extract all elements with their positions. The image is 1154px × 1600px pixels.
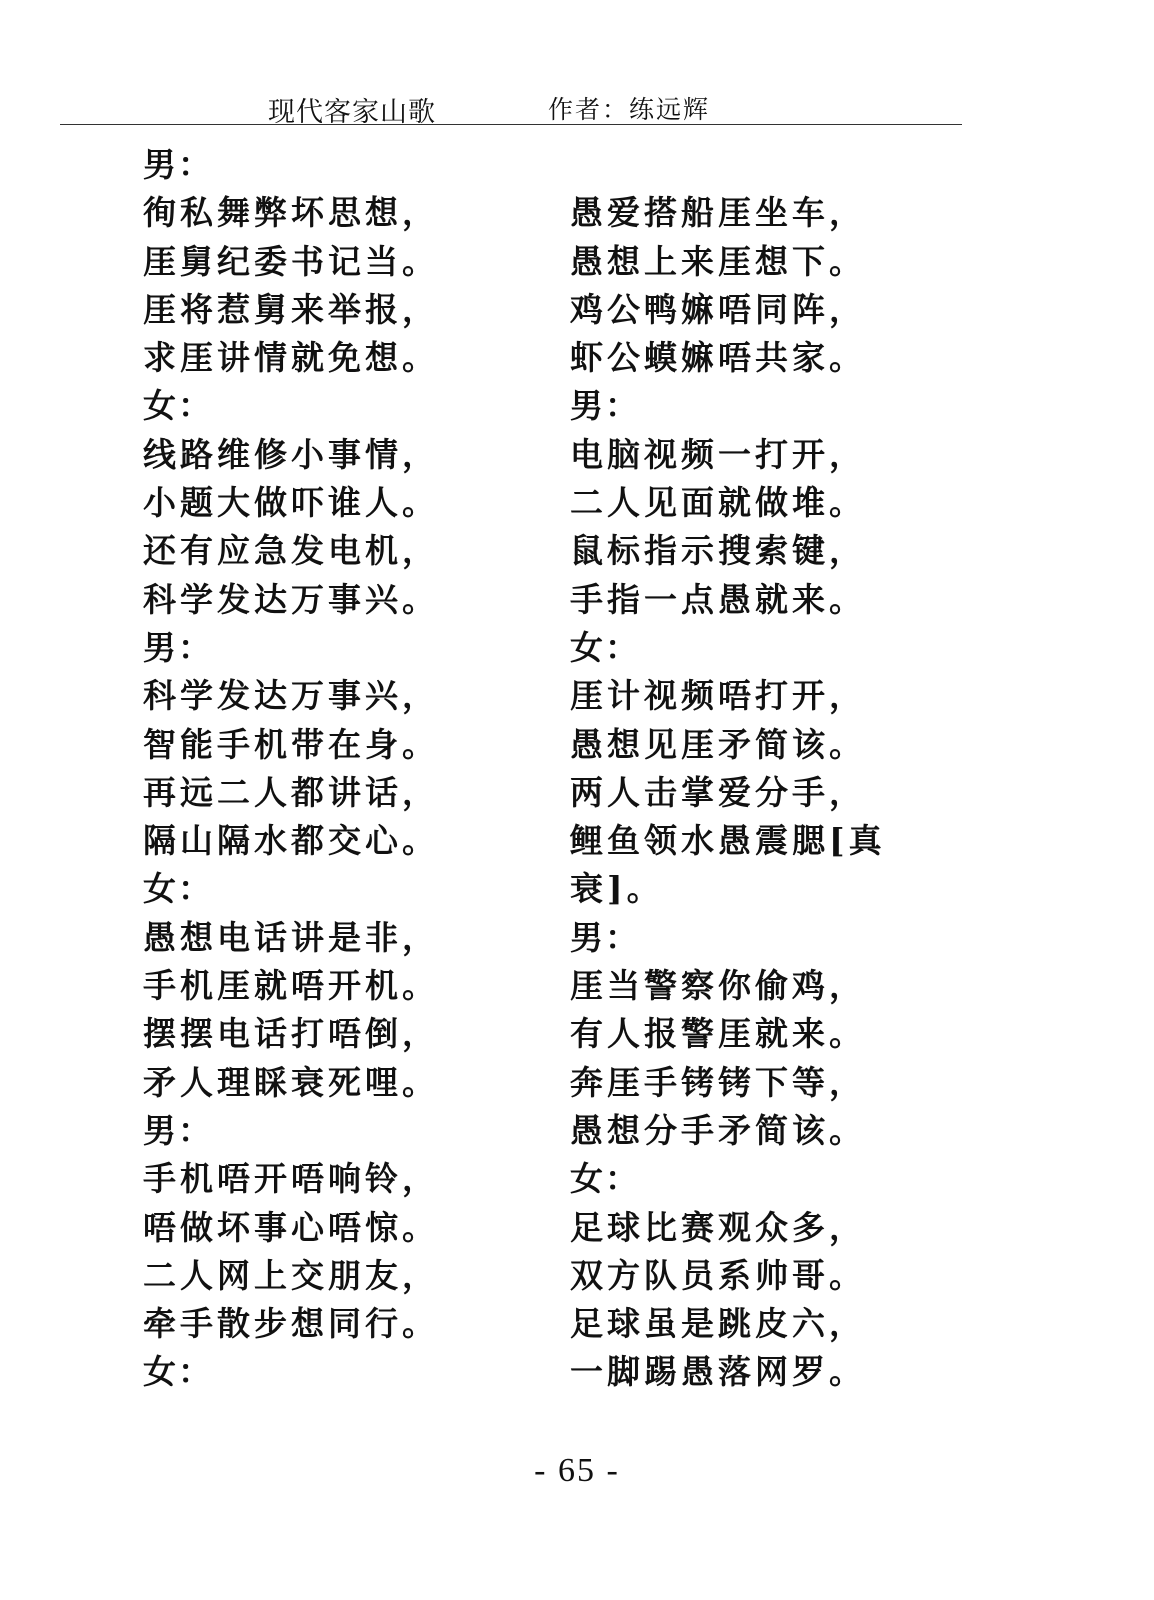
speaker-label: 男： xyxy=(570,917,640,957)
left-verse-column xyxy=(143,141,523,1397)
verse-line: 鲤鱼领水愚震腮[真 xyxy=(570,821,886,861)
page-number: - 65 - xyxy=(534,1452,620,1489)
verse-line: 虾公蟆嫲唔共家。 xyxy=(570,338,866,378)
verse-line: 矛人理睬衰死哩。 xyxy=(143,1062,439,1102)
verse-line: 愚爱搭船厓坐车， xyxy=(570,193,866,233)
verse-line: 厓当警察你偷鸡， xyxy=(570,966,866,1006)
header-divider xyxy=(60,124,962,125)
verse-line: 牵手散步想同行。 xyxy=(143,1304,439,1344)
verse-line: 徇私舞弊坏思想， xyxy=(143,193,439,233)
verse-line: 愚想上来厓想下。 xyxy=(570,241,866,281)
verse-line: 手机厓就唔开机。 xyxy=(143,966,439,1006)
verse-line: 厓将惹舅来举报， xyxy=(143,289,439,329)
verse-line: 还有应急发电机， xyxy=(143,531,439,571)
speaker-label: 男： xyxy=(143,145,213,184)
verse-line: 智能手机带在身。 xyxy=(143,724,439,764)
speaker-label: 男： xyxy=(143,1110,213,1150)
book-title: 现代客家山歌 xyxy=(268,97,436,128)
verse-line: 手机唔开唔响铃， xyxy=(143,1159,439,1199)
verse-line: 一脚踢愚落网罗。 xyxy=(570,1352,866,1392)
verse-line xyxy=(570,141,915,189)
verse-line: 有人报警厓就来。 xyxy=(570,1014,866,1054)
verse-line: 线路维修小事情， xyxy=(143,434,439,474)
verse-line: 足球虽是跳皮六， xyxy=(570,1304,866,1344)
verse-line: 厓计视频唔打开， xyxy=(570,676,866,716)
verse-line: 愚想电话讲是非， xyxy=(143,917,439,957)
verse-line: 鸡公鸭嫲唔同阵， xyxy=(570,289,866,329)
verse-line: 手指一点愚就来。 xyxy=(570,579,866,619)
speaker-label: 女： xyxy=(143,1352,213,1392)
verse-line: 求厓讲情就免想。 xyxy=(143,338,439,378)
verse-line: 衰]。 xyxy=(570,869,664,909)
verse-line: 两人击掌爱分手， xyxy=(570,772,866,812)
verse-line: 双方队员系帅哥。 xyxy=(570,1255,866,1295)
verse-line: 足球比赛观众多， xyxy=(570,1207,866,1247)
speaker-label: 男： xyxy=(570,386,640,426)
verse-line: 愚想见厓矛简该。 xyxy=(570,724,866,764)
verse-line: 鼠标指示搜索键， xyxy=(570,531,866,571)
verse-line: 摆摆电话打唔倒， xyxy=(143,1014,439,1054)
verse-line: 厓舅纪委书记当。 xyxy=(143,241,439,281)
right-verse-column xyxy=(570,141,915,1397)
verse-line: 电脑视频一打开， xyxy=(570,434,866,474)
verse-line: 科学发达万事兴。 xyxy=(143,579,439,619)
verse-line: 小题大做吓谁人。 xyxy=(143,483,439,523)
speaker-label: 男： xyxy=(143,627,213,667)
verse-line: 隔山隔水都交心。 xyxy=(143,821,439,861)
verse-line: 科学发达万事兴， xyxy=(143,676,439,716)
speaker-label: 女： xyxy=(143,386,213,426)
speaker-label: 女： xyxy=(570,1159,640,1199)
verse-line: 再远二人都讲话， xyxy=(143,772,439,812)
running-header xyxy=(0,86,1154,126)
verse-line: 奔厓手铐铐下等， xyxy=(570,1062,866,1102)
speaker-label: 女： xyxy=(143,869,213,909)
verse-line: 二人见面就做堆。 xyxy=(570,483,866,523)
speaker-label: 女： xyxy=(570,627,640,667)
author-credit: 作者：练远辉 xyxy=(548,95,711,124)
verse-line: 愚想分手矛简该。 xyxy=(570,1110,866,1150)
verse-line: 唔做坏事心唔惊。 xyxy=(143,1207,439,1247)
verse-line: 二人网上交朋友， xyxy=(143,1255,439,1295)
